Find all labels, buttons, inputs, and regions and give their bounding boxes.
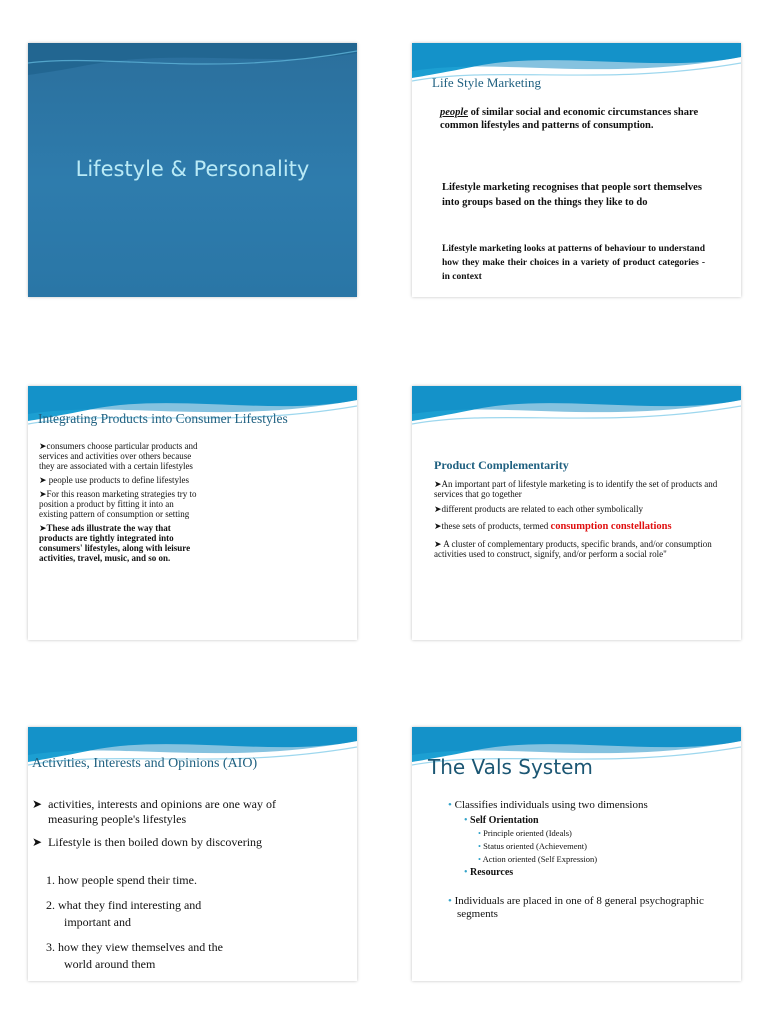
wave-decoration bbox=[412, 386, 741, 446]
slide-1 bbox=[28, 43, 357, 297]
slide-title: Product Complementarity bbox=[434, 458, 569, 472]
slide-2 bbox=[412, 43, 741, 297]
list-item: ➤An important part of lifestyle marketing is to identify the set of products and services that go together bbox=[434, 479, 718, 499]
bullet-icon: • bbox=[464, 815, 468, 826]
numbered-list bbox=[46, 872, 246, 973]
list-item: ➤These ads illustrate the way that products are tightly integrated into consumers' lifestyles, along with leisure activities, travel, music, and so on. bbox=[39, 523, 191, 563]
list-item: • Resources bbox=[464, 867, 514, 878]
sub-list bbox=[448, 827, 728, 866]
list-item: ➤For this reason marketing strategies try to position a product by fitting it into an existing pattern of consumption or setting bbox=[39, 489, 197, 519]
list-item: • Classifies individuals using two dimensions bbox=[448, 799, 648, 811]
list-item: 1. how people spend their time. bbox=[46, 873, 197, 887]
slide-6 bbox=[412, 727, 741, 981]
highlight-term: consumption constellations bbox=[550, 521, 672, 532]
paragraph-1: people of similar social and economic circumstances share common lifestyles and patterns of consumption. bbox=[440, 107, 699, 131]
bullet-icon: • bbox=[478, 828, 481, 838]
slide-title: Lifestyle & Personality bbox=[75, 157, 310, 181]
bullet-icon: • bbox=[464, 867, 468, 878]
paragraph-2: Lifestyle marketing recognises that people sort themselves into groups based on the things they like to do bbox=[442, 182, 702, 208]
slide-title: Integrating Products into Consumer Lifestyles bbox=[38, 411, 288, 426]
emphasis-word: people bbox=[440, 107, 468, 118]
bullet-list bbox=[434, 479, 719, 559]
list-item: ➤ Lifestyle is then boiled down by discovering bbox=[32, 835, 263, 849]
list-item: ➤ activities, interests and opinions are one way of measuring people's lifestyles bbox=[32, 797, 276, 826]
paragraph-3: Lifestyle marketing looks at patterns of behaviour to understand how they make their choices in a variety of product categories - in context bbox=[442, 244, 705, 282]
slide-title: Life Style Marketing bbox=[432, 75, 542, 90]
list-item: • Principle oriented (Ideals) bbox=[478, 828, 572, 838]
bullet-list bbox=[448, 799, 728, 921]
bullet-icon: • bbox=[478, 841, 481, 851]
list-item: ➤ A cluster of complementary products, specific brands, and/or consumption activities used to construct, signify, and/or perform a social role" bbox=[434, 539, 712, 559]
list-item: • Individuals are placed in one of 8 general psychographic segments bbox=[448, 895, 704, 920]
list-item: 2. what they find interesting and important and bbox=[46, 898, 202, 929]
list-item: 3. how they view themselves and the world around them bbox=[46, 940, 223, 971]
bullet-icon: • bbox=[478, 854, 481, 864]
wave-decoration bbox=[28, 43, 357, 103]
list-item: • Status oriented (Achievement) bbox=[478, 841, 587, 851]
bullet-list bbox=[32, 797, 307, 850]
list-item: ➤different products are related to each other symbolically bbox=[434, 504, 644, 514]
slide-5 bbox=[28, 727, 357, 981]
slide-title: The Vals System bbox=[428, 755, 593, 779]
slide-4 bbox=[412, 386, 741, 640]
list-item: ➤consumers choose particular products and services and activities over others because they are associated with a certain lifestyles bbox=[39, 441, 198, 471]
slide-3 bbox=[28, 386, 357, 640]
list-item: • Action oriented (Self Expression) bbox=[478, 854, 598, 864]
bullet-icon: • bbox=[448, 895, 452, 907]
list-item: ➤these sets of products, termed consumption constellations bbox=[434, 521, 672, 532]
bullet-icon: • bbox=[448, 799, 452, 811]
list-item: • Self Orientation bbox=[464, 815, 539, 826]
slide-title: Activities, Interests and Opinions (AIO) bbox=[32, 756, 258, 771]
bullet-list bbox=[39, 441, 201, 563]
list-item: ➤ people use products to define lifestyles bbox=[39, 475, 190, 485]
wave-decoration bbox=[412, 43, 741, 103]
